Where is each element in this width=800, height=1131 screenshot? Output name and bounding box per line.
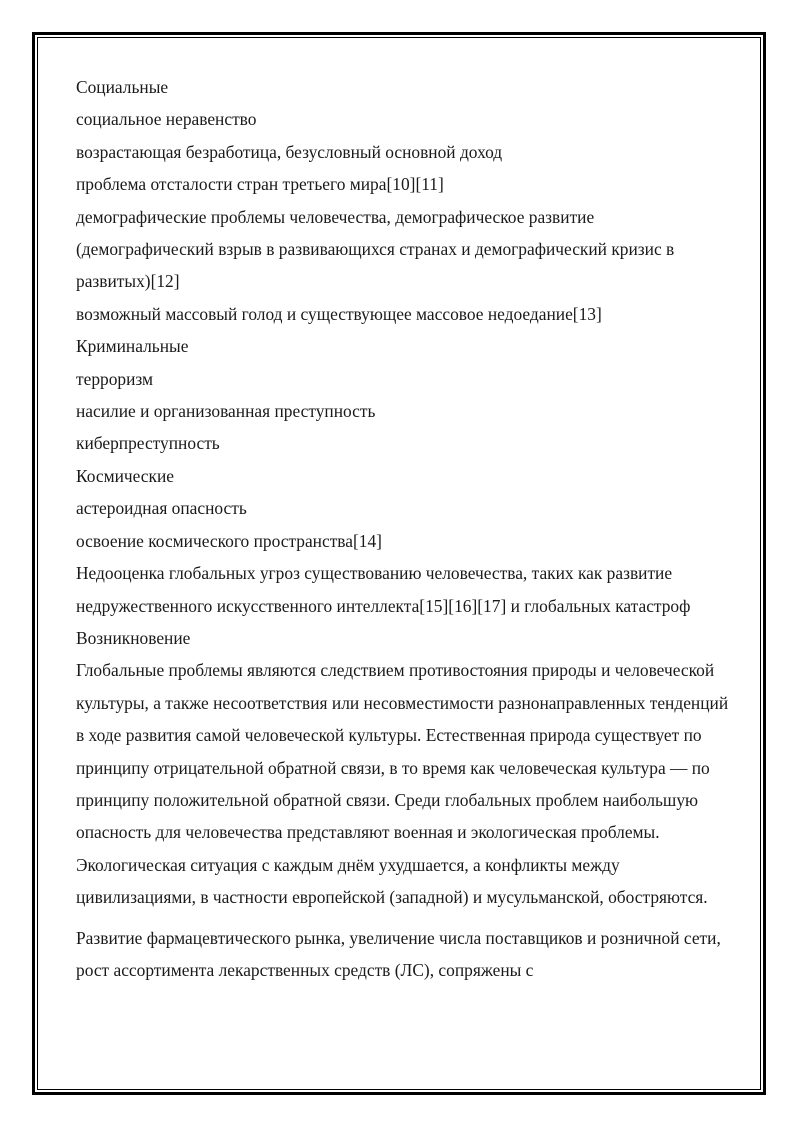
list-item: насилие и организованная преступность xyxy=(76,401,376,422)
heading-social: Социальные xyxy=(76,77,169,97)
list-item: проблема отсталости стран третьего мира[10][11] xyxy=(76,174,444,195)
list-item: астероидная опасность xyxy=(76,498,247,519)
paragraph: Развитие фармацевтического рынка, увеличение числа поставщиков и розничной сети, рост ассортимента лекарственных средств (ЛС), сопряжены с xyxy=(76,927,721,980)
list-item: демографические проблемы человечества, демографическое развитие (демографический взрыв в развивающихся странах и демографический кризис в развитых)[12] xyxy=(76,206,675,292)
paragraph: Недооценка глобальных угроз существованию человечества, таких как развитие недружественного искусственного интеллекта[15][16][17] и глобальных катастроф xyxy=(76,563,691,616)
document-body xyxy=(76,71,731,986)
list-item: возрастающая безработица, безусловный основной доход xyxy=(76,141,503,162)
heading-space: Космические xyxy=(76,465,174,486)
heading-criminal: Криминальные xyxy=(76,336,189,357)
list-item: социальное неравенство xyxy=(76,109,257,130)
heading-origin: Возникновение xyxy=(76,627,191,648)
paragraph: Глобальные проблемы являются следствием противостояния природы и человеческой культуры, а также несоответствия или несовместимости разнонаправленных тенденций в ходе развития самой человеческой культуры. Естественная природа существует по принципу отрицательной обратной связи, в то время как человеческая культура — по принципу положительной обратной связи. Среди глобальных проблем наибольшую опасность для человечества представляют военная и экологическая проблемы. Экологическая ситуация с каждым днём ухудшается, а конфликты между цивилизациями, в частности европейской (западной) и мусульманской, обостряются. xyxy=(76,660,729,908)
list-item: терроризм xyxy=(76,368,154,389)
list-item: киберпреступность xyxy=(76,433,220,454)
list-item: возможный массовый голод и существующее массовое недоедание[13] xyxy=(76,303,602,324)
list-item: освоение космического пространства[14] xyxy=(76,530,382,551)
